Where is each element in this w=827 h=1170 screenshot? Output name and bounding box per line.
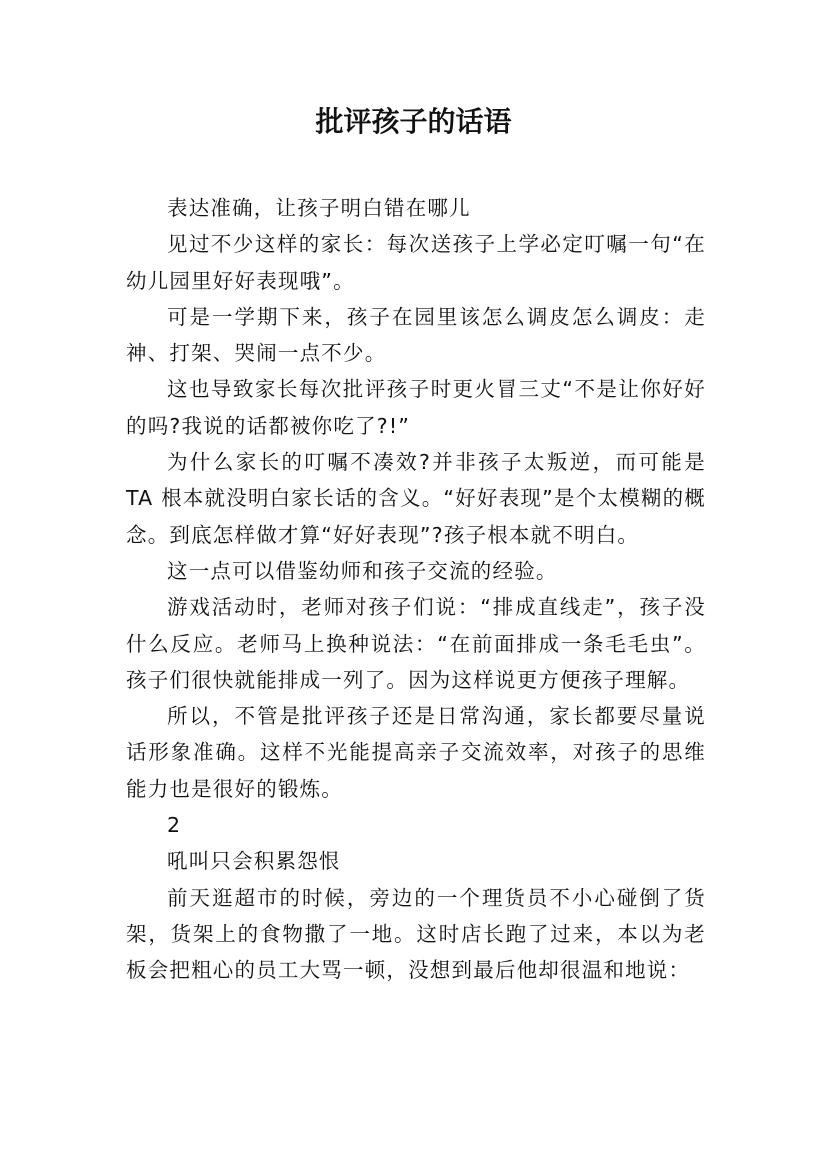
paragraph: 为什么家长的叮嘱不凑效?并非孩子太叛逆，而可能是 TA 根本就没明白家长话的含义。“好好表现”是个太模糊的概念。到底怎样做才算“好好表现”?孩子根本就不明白。 xyxy=(126,450,706,547)
section-number: 2 xyxy=(167,813,182,838)
paragraph-heading-1: 表达准确，让孩子明白错在哪儿 xyxy=(167,196,471,220)
paragraph: 前天逛超市的时候，旁边的一个理货员不小心碰倒了货架，货架上的食物撒了一地。这时店长跑了过来，本以为老板会把粗心的员工大骂一顿，没想到最后他却很温和地说： xyxy=(126,885,706,983)
document-title: 批评孩子的话语 xyxy=(315,105,512,138)
paragraph-heading-2: 吼叫只会积累怨恨 xyxy=(167,849,341,874)
paragraph: 这一点可以借鉴幼师和孩子交流的经验。 xyxy=(167,558,558,583)
document-body xyxy=(126,190,706,989)
paragraph: 所以，不管是批评孩子还是日常沟通，家长都要尽量说话形象准确。这样不光能提高亲子交流效率，对孩子的思维能力也是很好的锻炼。 xyxy=(126,704,706,801)
paragraph: 这也导致家长每次批评孩子时更火冒三丈“不是让你好好的吗?我说的话都被你吃了?!” xyxy=(126,377,706,438)
paragraph: 可是一学期下来，孩子在园里该怎么调皮怎么调皮：走神、打架、哭闹一点不少。 xyxy=(126,304,706,366)
paragraph: 见过不少这样的家长：每次送孩子上学必定叮嘱一句“在幼儿园里好好表现哦”。 xyxy=(126,232,706,293)
paragraph: 游戏活动时，老师对孩子们说：“排成直线走”，孩子没什么反应。老师马上换种说法：“在前面排成一条毛毛虫”。孩子们很快就能排成一列了。因为这样说更方便孩子理解。 xyxy=(126,595,706,692)
